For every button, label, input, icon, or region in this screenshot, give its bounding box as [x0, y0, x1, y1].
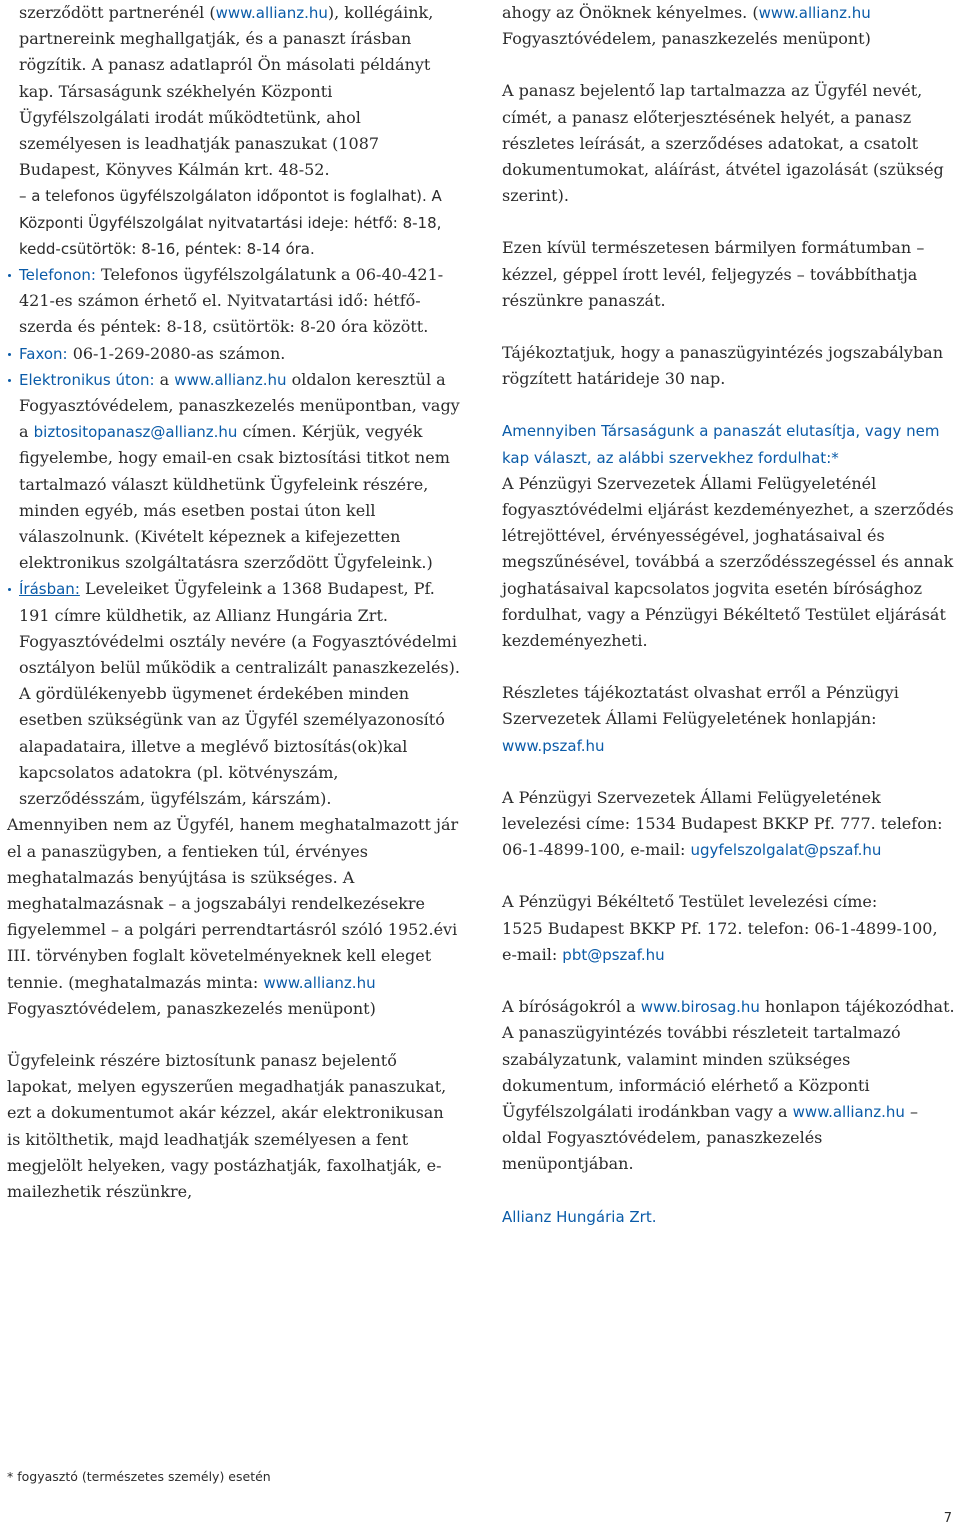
paragraph-courts: A bíróságokról a www.birosag.hu honlapon tájékozódhat. A panaszügyintézés további részleteit tartalmazó szabályzatunk, valamint minden szükséges dokumentum, információ elérhető a Központi Ügyfélszolgálati irodánkban vagy a www.allianz.hu – oldal Fogyasztóvédelem, panaszkezelés menüpontjában.: [502, 997, 955, 1174]
signature: Allianz Hungária Zrt.: [502, 1207, 657, 1226]
paragraph-deadline: Tájékoztatjuk, hogy a panaszügyintézés jogszabályban rögzített határideje 30 nap.: [502, 343, 944, 389]
page-number: 7: [943, 1511, 952, 1526]
list-item-fax: Faxon: 06-1-269-2080-as számon.: [7, 341, 462, 367]
rejection-heading: Amennyiben Társaságunk a panaszát elutasítja, vagy nem kap választ, az alábbi szervekhez fordulhat:*: [502, 422, 940, 467]
right-column: [502, 0, 957, 1230]
allianz-link[interactable]: www.allianz.hu: [758, 4, 871, 22]
list-item-phone: Telefonon: Telefonos ügyfélszolgálatunk a 06-40-421-421-es számon érhető el. Nyitvatartási idő: hétfő-szerda és péntek: 8-18, csütörtök: 8-20 óra között.: [7, 262, 462, 341]
birosag-link[interactable]: www.birosag.hu: [640, 998, 760, 1017]
paragraph-partner-tail: szerződött partnerénél (www.allianz.hu), kollégáink, partnereink meghallgatják, és a panaszt írásban rögzítik. A panasz adatlapról Ön másolati példányt kap. Társaságunk székhelyén Központi Ügyfélszolgálati irodát működtetünk, ahol személyesen is leadhatják panaszukat (1087 Budapest, Könyves Kálmán krt. 48-52.: [19, 3, 434, 180]
phone-label: Telefonon:: [19, 266, 96, 285]
paragraph-pszaf-info: Részletes tájékoztatást olvashat erről a Pénzügyi Szervezetek Állami Felügyeletének honlapján: www.pszaf.hu: [502, 683, 899, 755]
list-item-written: Írásban: Leveleiket Ügyfeleink a 1368 Budapest, Pf. 191 címre küldhetik, az Allianz Hungária Zrt. Fogyasztóvédelmi osztály nevére (a Fogyasztóvédelmi osztályon belül működik a centralizált panaszkezelés). A gördülékenyebb ügymenet érdekében minden esetben szükségünk van az Ügyfél személyazonosító alapadataira, illetve a meglévő biztosítás(ok)kal kapcsolatos adatokra (pl. kötvényszám, szerződésszám, ügyfélszám, kárszám).: [7, 576, 462, 812]
allianz-link[interactable]: www.allianz.hu: [215, 4, 328, 22]
paragraph-form-contents: A panasz bejelentő lap tartalmazza az Ügyfél nevét, címét, a panasz előterjesztésének helyét, a panasz részletes leírását, a szerződéses adatokat, a csatolt dokumentumokat, aláírást, átvétel igazolását (szükség szerint).: [502, 81, 944, 206]
paragraph-continuation: ahogy az Önöknek kényelmes. (www.allianz.hu Fogyasztóvédelem, panaszkezelés menüpont): [502, 3, 871, 49]
left-column: [7, 0, 462, 1205]
allianz-link[interactable]: www.allianz.hu: [263, 973, 376, 992]
footnote: * fogyasztó (természetes személy) esetén: [7, 1469, 271, 1484]
electronic-label: Elektronikus úton:: [19, 370, 155, 389]
pszaf-link[interactable]: www.pszaf.hu: [502, 736, 605, 755]
list-item-electronic: Elektronikus úton: a www.allianz.hu oldalon keresztül a Fogyasztóvédelem, panaszkezelés menüpontban, vagy a biztositopanasz@allianz.hu címen. Kérjük, vegyék figyelembe, hogy email-en csak biztosítási titkot nem tartalmazó választ küldhetünk Ügyfeleink részére, minden egyéb, más esetben postai úton kell válaszolnunk. (Kivételt képeznek a kifejezetten elektronikus szolgáltatásra szerződött Ügyfeleink.): [7, 367, 462, 577]
paragraph-forms: Ügyfeleink részére biztosítunk panasz bejelentő lapokat, melyen egyszerűen megadhatják panaszukat, ezt a dokumentumot akár kézzel, akár elektronikusan is kitölthetik, majd leadhatják személyesen a fent megjelölt helyeken, vagy postázhatják, faxolhatják, e-mailezhetik részünkre,: [7, 1050, 447, 1201]
paragraph-proxy: Amennyiben nem az Ügyfél, hanem meghatalmazott jár el a panaszügyben, a fentieken túl, érvényes meghatalmazás benyújtása is szükséges. A meghatalmazásnak – a jogszabályi rendelkezésekre figyelemmel – a polgári perrendtartásról szóló 1952.évi III. törvényben foglalt követelményeknek kell eleget tennie. (meghatalmazás minta: www.allianz.hu Fogyasztóvédelem, panaszkezelés menüpont): [7, 815, 459, 1018]
allianz-link[interactable]: www.allianz.hu: [174, 370, 287, 389]
paragraph-pbt-address: A Pénzügyi Békéltető Testület levelezési címe: 1525 Budapest BKKP Pf. 172. telefon: 06-1-4899-100, e-mail: pbt@pszaf.hu: [502, 892, 938, 964]
paragraph-rejection: A Pénzügyi Szervezetek Állami Felügyeleténél fogyasztóvédelmi eljárást kezdeményezhet, a szerződés létrejöttével, érvényességével, joghatásaival és megszűnésével, továbbá a szerződésszegéssel és annak joghatásaival kapcsolatos jogvita esetén bírósághoz fordulhat, vagy a Pénzügyi Békéltető Testület eljárását kezdeményezheti.: [502, 473, 954, 651]
fax-label: Faxon:: [19, 344, 68, 363]
pbt-email-link[interactable]: pbt@pszaf.hu: [562, 945, 665, 964]
written-label: Írásban:: [19, 580, 80, 599]
paragraph-other-formats: Ezen kívül természetesen bármilyen formátumban – kézzel, géppel írott levél, feljegyzés – továbbíthatja részünkre panaszát.: [502, 238, 925, 310]
paragraph-pszaf-address: A Pénzügyi Szervezetek Állami Felügyeletének levelezési címe: 1534 Budapest BKKP Pf. 777. telefon: 06-1-4899-100, e-mail: ugyfelszolgalat@pszaf.hu: [502, 787, 943, 860]
complaint-email-link[interactable]: biztositopanasz@allianz.hu: [33, 423, 238, 442]
allianz-link[interactable]: www.allianz.hu: [792, 1102, 905, 1121]
pszaf-email-link[interactable]: ugyfelszolgalat@pszaf.hu: [690, 841, 882, 860]
paragraph-office-hours: – a telefonos ügyfélszolgálaton időpontot is foglalhat). A Központi Ügyfélszolgálat nyitvatartási ideje: hétfő: 8-18, kedd-csütörtök: 8-16, péntek: 8-14 óra.: [19, 187, 442, 258]
